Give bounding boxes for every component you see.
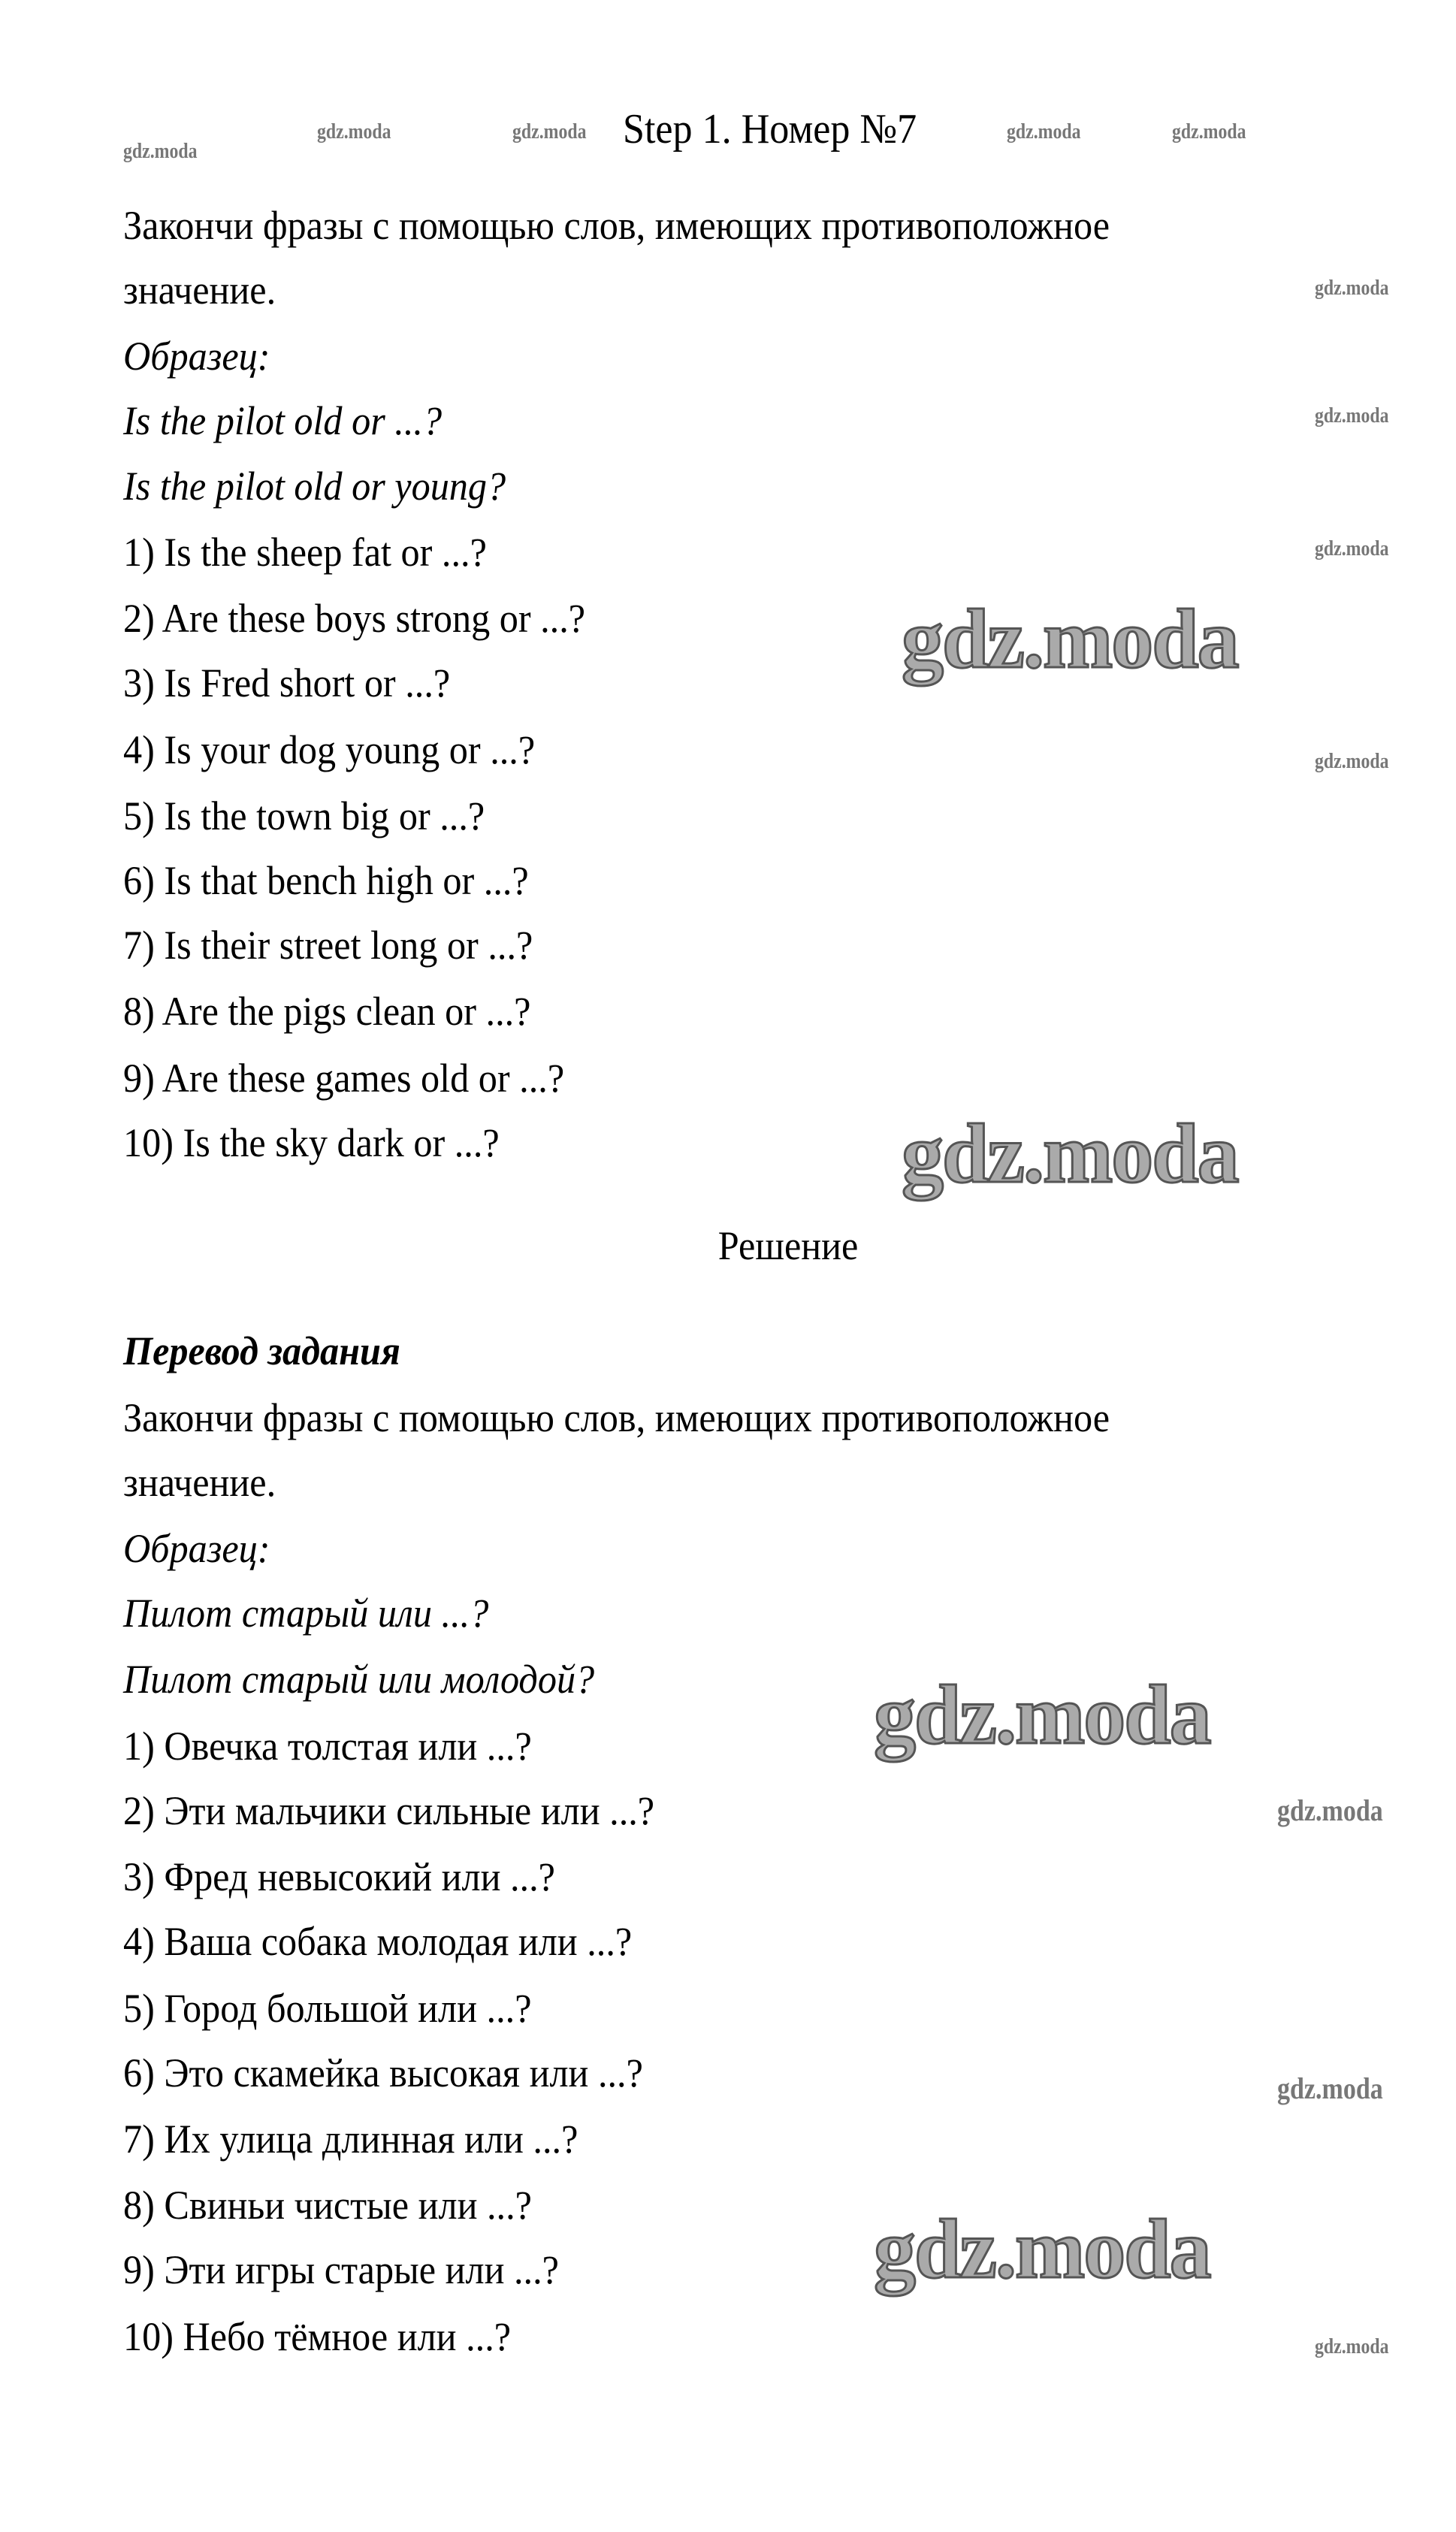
watermark: gdz.moda [1315,2335,1389,2358]
watermark: gdz.moda [123,140,198,163]
task-item: 4) Is your dog young or ...? [123,727,536,772]
translation-item: 5) Город большой или ...? [123,1986,532,2031]
translation-item: 9) Эти игры старые или ...? [123,2247,559,2292]
translation-item: 10) Небо тёмное или ...? [123,2314,512,2359]
watermark: gdz.moda [1315,750,1389,773]
task-item: 6) Is that bench high or ...? [123,858,529,903]
task-item: 7) Is their street long or ...? [123,923,533,968]
sample-answer: Is the pilot old or young? [123,464,506,509]
watermark-large: gdz.moda [902,1107,1238,1201]
translation-item: 2) Эти мальчики сильные или ...? [123,1788,655,1833]
task-item: 9) Are these games old or ...? [123,1056,565,1101]
sample-question: Is the pilot old or ...? [123,398,443,443]
sample-label: Образец: [123,1526,270,1571]
task-item: 3) Is Fred short or ...? [123,660,451,706]
translation-heading: Перевод задания [123,1328,400,1373]
translation-item: 4) Ваша собака молодая или ...? [123,1919,633,1964]
task-item: 8) Are the pigs clean or ...? [123,989,531,1034]
watermark-large: gdz.moda [874,2203,1210,2296]
instruction-translation: значение. [123,1460,276,1505]
solution-heading: Решение [717,1223,859,1268]
instruction-translation: Закончи фразы с помощью слов, имеющих противоположное [123,1395,1110,1440]
watermark: gdz.moda [1172,120,1246,144]
watermark: gdz.moda [1315,537,1389,560]
translation-item: 6) Это скамейка высокая или ...? [123,2050,643,2095]
sample-question: Пилот старый или ...? [123,1591,489,1636]
watermark: gdz.moda [1277,1793,1383,1827]
translation-item: 1) Овечка толстая или ...? [123,1724,532,1769]
page-title: Step 1. Номер №7 [623,106,917,153]
watermark-large: gdz.moda [902,593,1238,686]
watermark: gdz.moda [317,120,391,144]
watermark: gdz.moda [1315,404,1389,428]
translation-item: 7) Их улица длинная или ...? [123,2117,578,2162]
task-item: 10) Is the sky dark or ...? [123,1120,500,1165]
translation-item: 8) Свиньи чистые или ...? [123,2183,532,2228]
task-item: 5) Is the town big or ...? [123,793,485,838]
watermark: gdz.moda [1315,276,1389,300]
instruction: Закончи фразы с помощью слов, имеющих противоположное [123,203,1110,248]
watermark: gdz.moda [1277,2071,1383,2105]
sample-label: Образец: [123,334,270,379]
translation-item: 3) Фред невысокий или ...? [123,1854,555,1899]
watermark: gdz.moda [1007,120,1081,144]
task-item: 2) Are these boys strong or ...? [123,596,586,641]
watermark-large: gdz.moda [874,1669,1210,1762]
task-item: 1) Is the sheep fat or ...? [123,530,487,575]
watermark: gdz.moda [512,120,587,144]
instruction: значение. [123,267,276,313]
sample-answer: Пилот старый или молодой? [123,1657,595,1702]
